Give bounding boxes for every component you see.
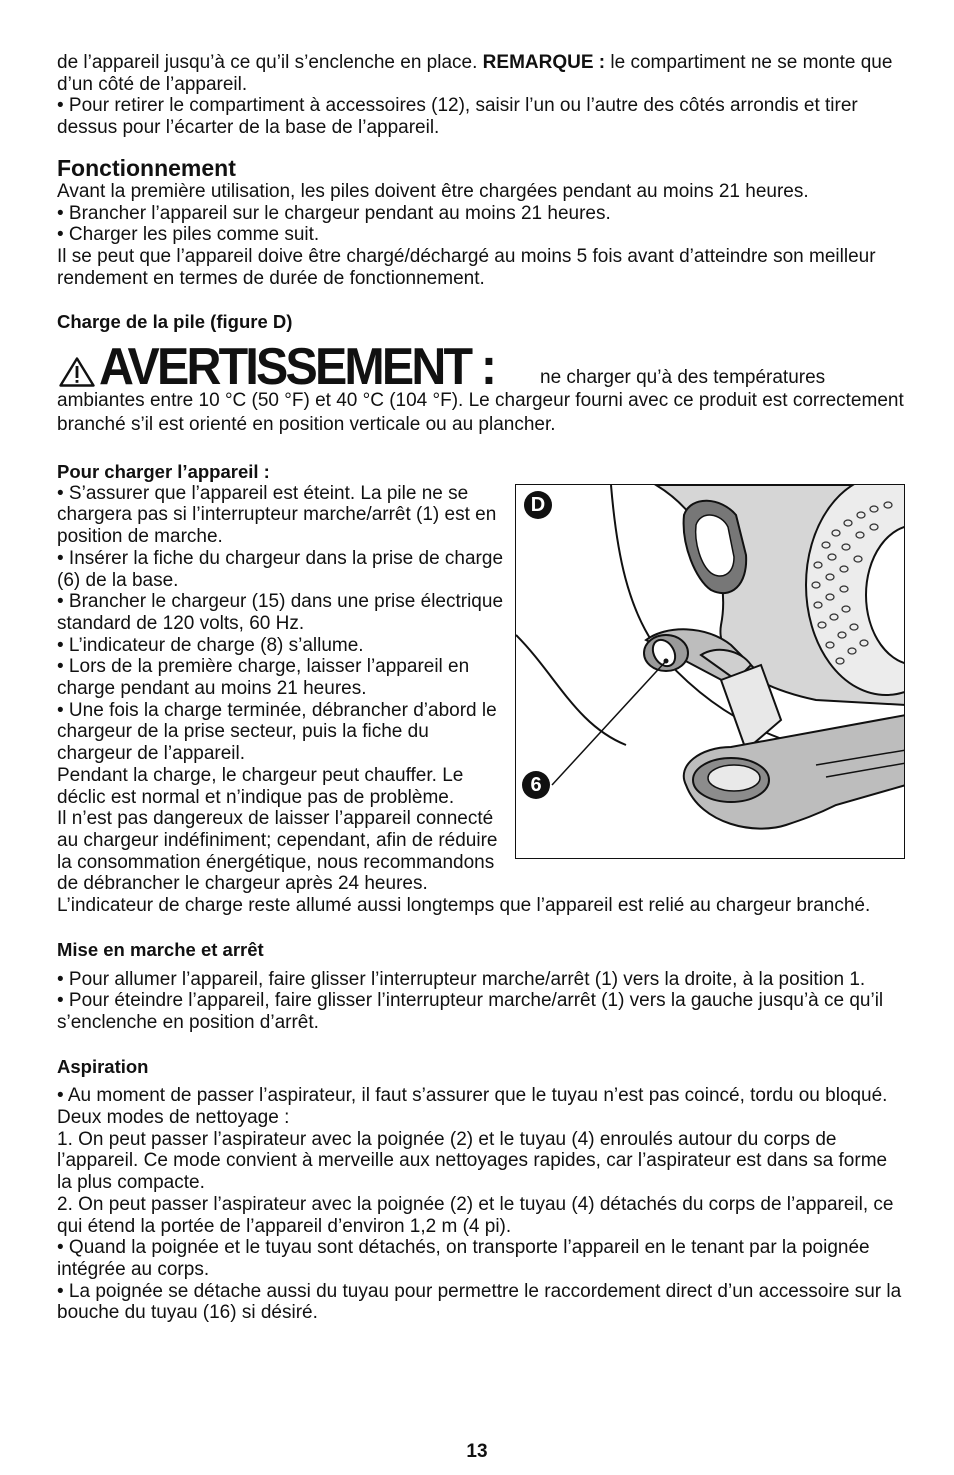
pour-charger-bullet-6: • Une fois la charge terminée, débrancher d’abord le chargeur de la prise secteur, puis la fiche du chargeur de l’appareil. bbox=[57, 699, 497, 765]
intro-paragraph bbox=[57, 52, 905, 95]
remarque-label: REMARQUE : bbox=[482, 52, 606, 73]
warning-tail-text: ne charger qu’à des températures bbox=[540, 367, 826, 389]
figure-d bbox=[515, 484, 905, 859]
pour-charger-paragraph-3: L’indicateur de charge reste allumé aussi longtemps que l’appareil est relié au chargeur branché. bbox=[57, 895, 871, 917]
figure-label-d: D bbox=[524, 491, 552, 519]
warning-text: ambiantes entre 10 °C (50 °F) et 40 °C (104 °F). Le chargeur fourni avec ce produit est correctement branché s’il est orienté en position verticale ou au plancher. bbox=[57, 390, 904, 436]
remove-compartment-bullet: • Pour retirer le compartiment à accessoires (12), saisir l’un ou l’autre des côtés arrondis et tirer dessus pour l’écarter de la base de l’appareil. bbox=[57, 95, 858, 139]
callout-6: 6 bbox=[522, 771, 550, 799]
mise-en-marche-heading: Mise en marche et arrêt bbox=[57, 938, 264, 960]
pour-charger-bullet-4: • L’indicateur de charge (8) s’allume. bbox=[57, 634, 364, 656]
mise-en-marche-bullet-2: • Pour éteindre l’appareil, faire glisser l’interrupteur marche/arrêt (1) vers la gauche jusqu’à ce qu’il s’enclenche en position d’arrêt. bbox=[57, 990, 884, 1033]
pour-charger-heading: Pour charger l’appareil : bbox=[57, 461, 270, 483]
pour-charger-bullet-1: • S’assurer que l’appareil est éteint. La pile ne se chargera pas si l’interrupteur marche/arrêt (1) est en position de marche. bbox=[57, 482, 497, 548]
aspiration-bullet-1: • Au moment de passer l’aspirateur, il faut s’assurer que le tuyau n’est pas coincé, tordu ou bloqué. bbox=[57, 1085, 888, 1107]
aspiration-heading: Aspiration bbox=[57, 1055, 149, 1077]
aspiration-paragraph-2: 1. On peut passer l’aspirateur avec la poignée (2) et le tuyau (4) enroulés autour du corps de l’appareil. Ce mode convient à merveille aux nettoyages rapides, car l’aspirateur est dans sa forme la plus compacte. bbox=[57, 1128, 888, 1194]
pour-charger-bullet-2: • Insérer la fiche du chargeur dans la prise de charge (6) de la base. bbox=[57, 547, 504, 591]
intro-text: de l’appareil jusqu’à ce qu’il s’enclenche en place. bbox=[57, 52, 483, 73]
warning-word: AVERTISSEMENT : bbox=[99, 338, 495, 397]
aspiration-paragraph-3: 2. On peut passer l’aspirateur avec la poignée (2) et le tuyau (4) détachés du corps de l’appareil, ce qui étend la portée de l’appareil d’environ 1,2 m (4 pi). bbox=[57, 1193, 894, 1237]
fonctionnement-title: Fonctionnement bbox=[57, 154, 236, 181]
charging-socket-illustration bbox=[516, 485, 905, 859]
fonctionnement-paragraph-2: Il se peut que l’appareil doive être chargé/déchargé au moins 5 fois avant d’atteindre son meilleur rendement en termes de durée de fonctionnement. bbox=[57, 245, 876, 289]
mise-en-marche-bullet-1: • Pour allumer l’appareil, faire glisser l’interrupteur marche/arrêt (1) vers la droite, à la position 1. bbox=[57, 968, 866, 990]
manual-page bbox=[57, 52, 905, 1324]
intro-text-rest: le compartiment ne se monte que d’un côté de l’appareil. bbox=[57, 52, 893, 95]
warning-triangle-icon bbox=[59, 357, 95, 387]
pour-charger-paragraph-2: Il n’est pas dangereux de laisser l’appareil connecté au chargeur indéfiniment; cependant, afin de réduire la consommation énergétique, nous recommandons de débrancher le chargeur après 24 heures. bbox=[57, 808, 498, 895]
aspiration-paragraph-1: Deux modes de nettoyage : bbox=[57, 1107, 290, 1129]
page-number: 13 bbox=[466, 1441, 488, 1462]
fonctionnement-paragraph-1: Avant la première utilisation, les piles doivent être chargées pendant au moins 21 heures. bbox=[57, 180, 809, 202]
aspiration-bullet-3: • La poignée se détache aussi du tuyau pour permettre le raccordement direct d’un accessoire sur la bouche du tuyau (16) si désiré. bbox=[57, 1280, 902, 1324]
fonctionnement-bullet-2: • Charger les piles comme suit. bbox=[57, 224, 320, 246]
pour-charger-paragraph-1: Pendant la charge, le chargeur peut chauffer. Le déclic est normal et n’indique pas de problème. bbox=[57, 764, 464, 808]
warning-banner bbox=[57, 338, 905, 397]
pour-charger-bullet-3: • Brancher le chargeur (15) dans une prise électrique standard de 120 volts, 60 Hz. bbox=[57, 591, 504, 634]
aspiration-bullet-2: • Quand la poignée et le tuyau sont détachés, on transporte l’appareil en le tenant par la poignée intégrée au corps. bbox=[57, 1237, 870, 1280]
charge-heading: Charge de la pile (figure D) bbox=[57, 311, 293, 333]
pour-charger-bullet-5: • Lors de la première charge, laisser l’appareil en charge pendant au moins 21 heures. bbox=[57, 656, 470, 700]
fonctionnement-bullet-1: • Brancher l’appareil sur le chargeur pendant au moins 21 heures. bbox=[57, 202, 611, 224]
